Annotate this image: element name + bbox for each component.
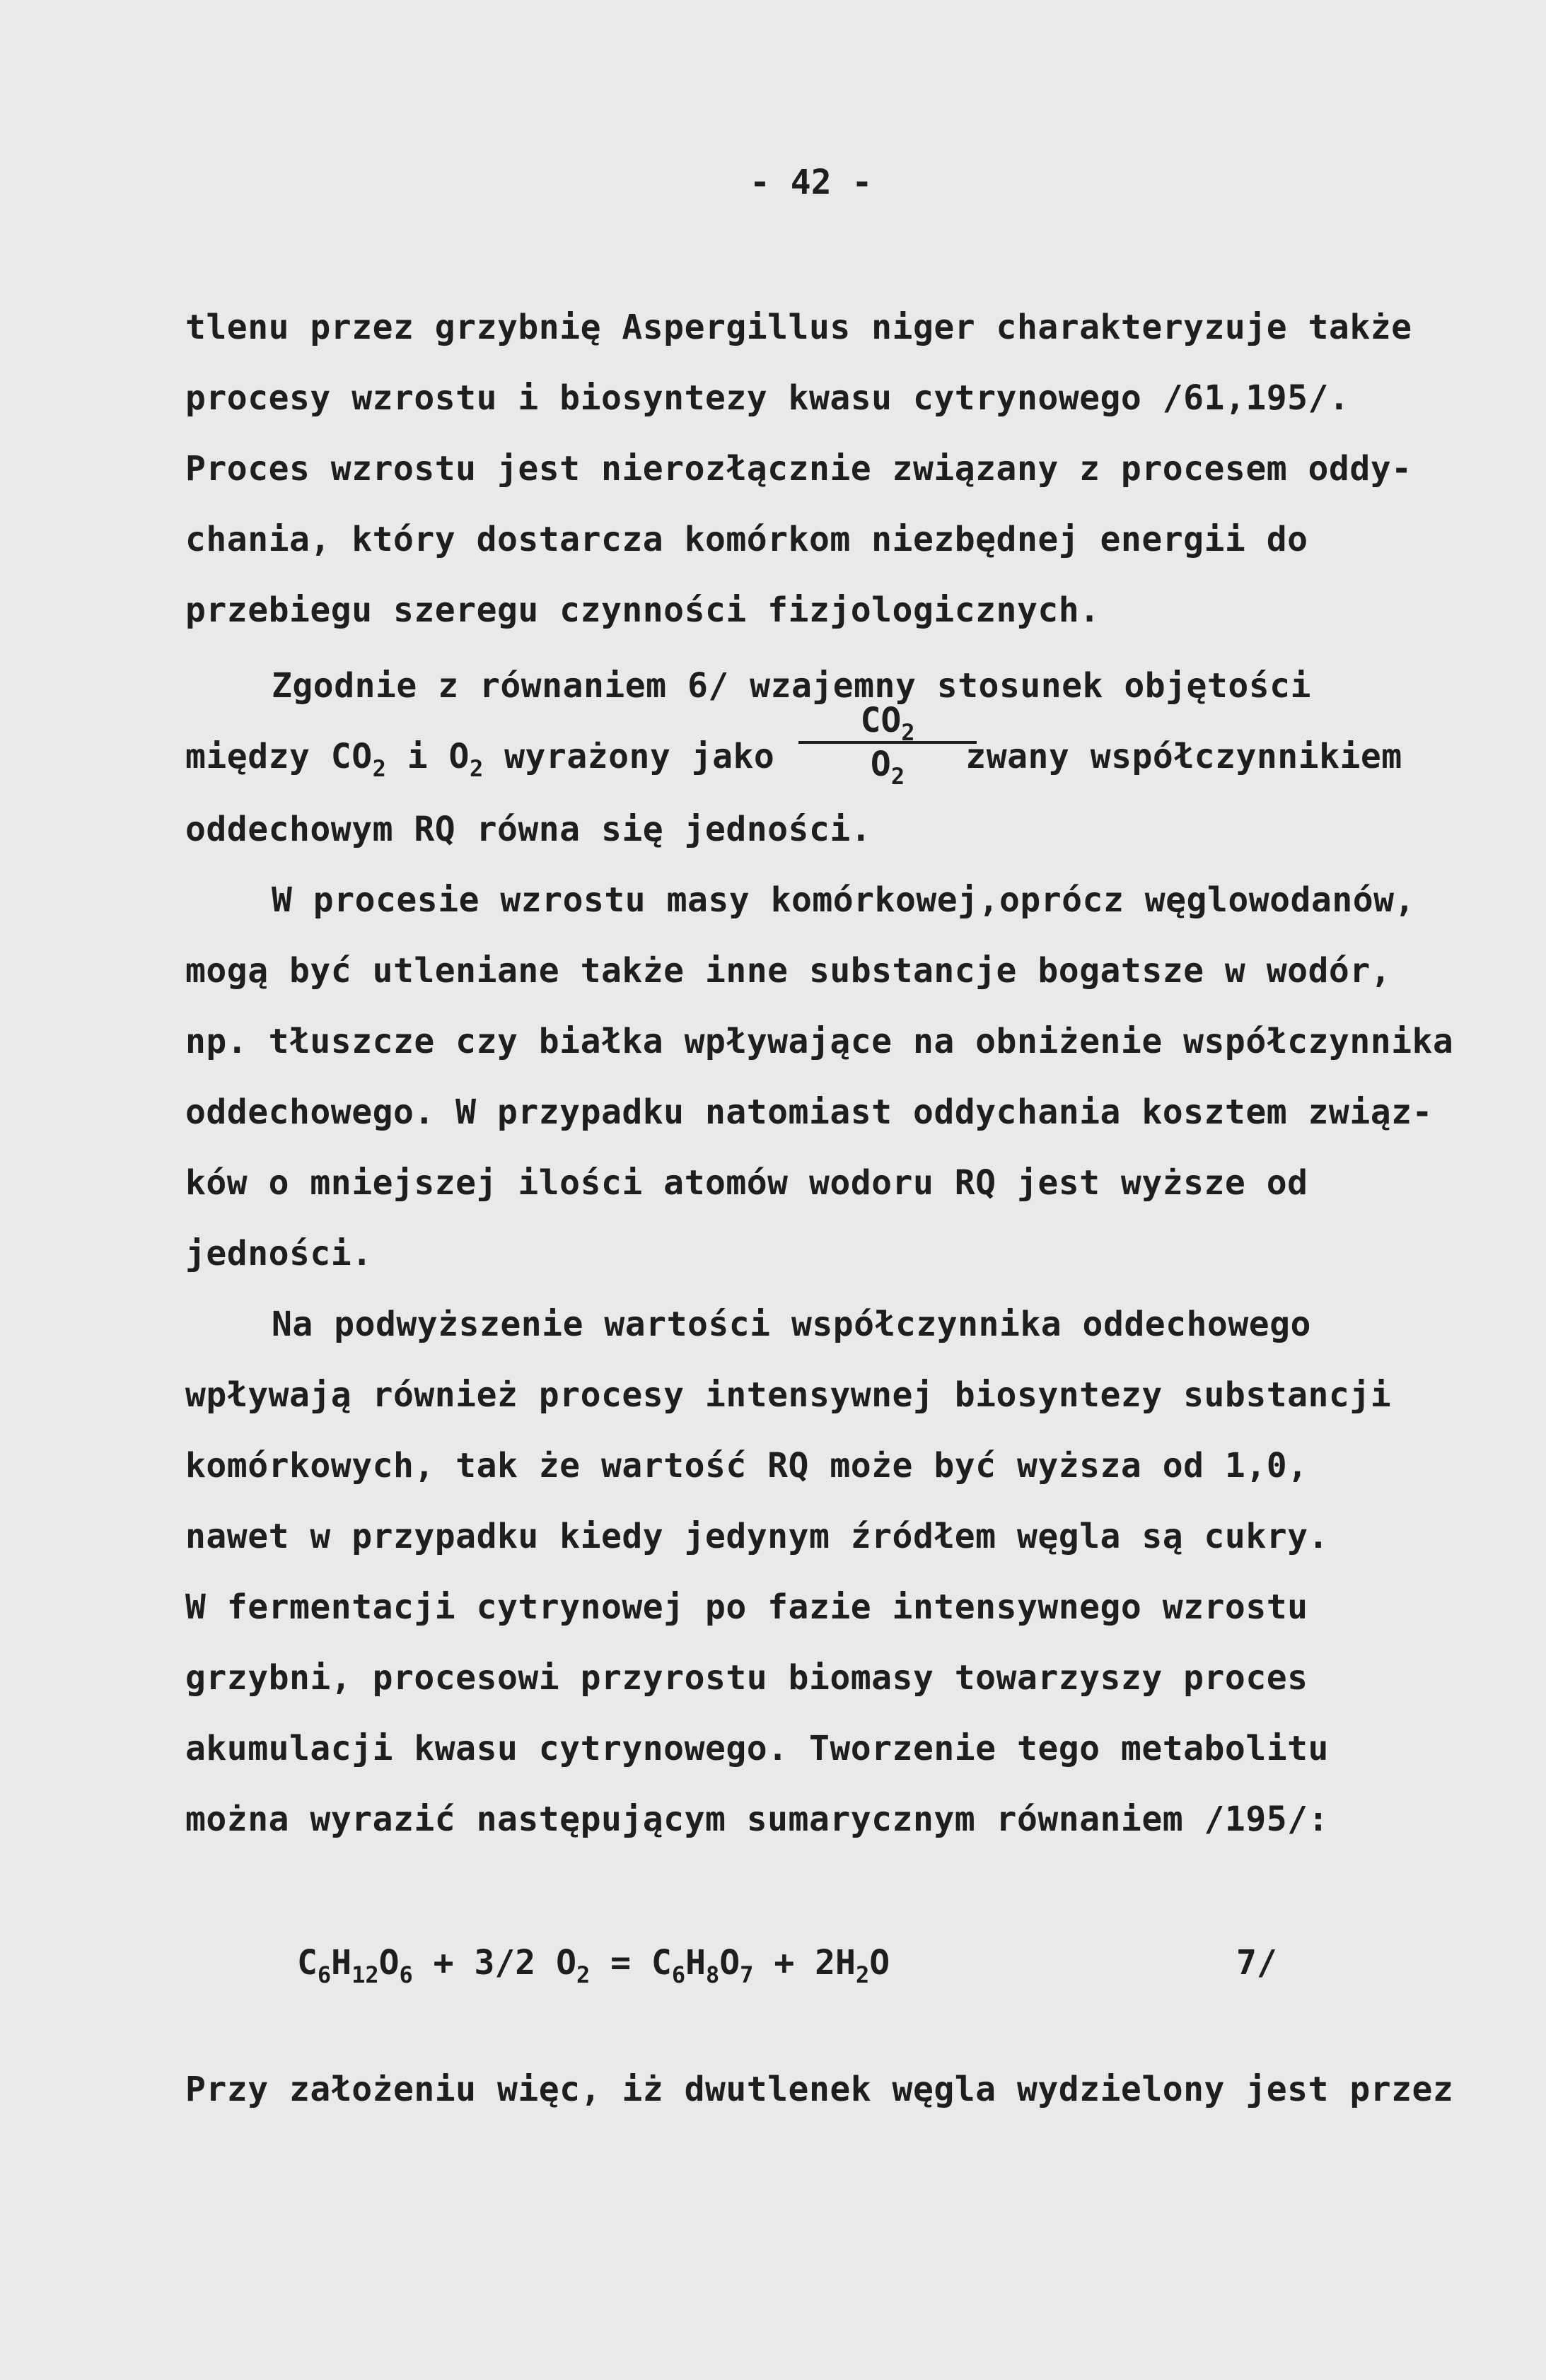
text-line: chania, który dostarcza komórkom niezbędnej energii do [185,520,1308,559]
text-line: np. tłuszcze czy białka wpływające na obniżenie współczynnika [185,1022,1454,1061]
text-line: mogą być utleniane także inne substancje bogatsze w wodór, [185,951,1392,991]
fraction-denominator [796,744,980,790]
text-line: tlenu przez grzybnię Aspergillus niger charakteryzuje także [185,308,1412,347]
text-line: grzybni, procesowi przyrostu biomasy towarzyszy proces [185,1658,1308,1698]
text-line: przebiegu szeregu czynności fizjologicznych. [185,590,1100,630]
text-line: oddechowym RQ równa się jedności. [185,810,872,849]
paragraph-start-line: Zgodnie z równaniem 6/ wzajemny stosunek objętości [272,666,1311,706]
text-line: wpływają również procesy intensywnej biosyntezy substancji [185,1375,1392,1415]
subscript: 2 [890,763,905,790]
fraction-text-before: między CO [185,737,373,776]
page-number: - 42 - [750,163,873,202]
paragraph-start-line: Na podwyższenie wartości współczynnika oddechowego [272,1305,1311,1344]
subscript: 2 [469,755,484,782]
text-line: Proces wzrostu jest nierozłącznie związany z procesem oddy- [185,449,1412,489]
text-line: procesy wzrostu i biosyntezy kwasu cytrynowego /61,195/. [185,378,1350,418]
denominator-text: O [870,745,891,784]
text-line: oddechowego. W przypadku natomiast oddychania kosztem związ- [185,1092,1433,1132]
equation-number: 7/ [1236,1943,1277,1983]
text-line: komórkowych, tak że wartość RQ może być wyższa od 1,0, [185,1446,1308,1486]
chemical-equation: $C_6H_{12}O_6 + 3/2$ $O_2 = C_6H_8O_7 + 2H_2O$ [297,1943,890,1988]
text-line-last: Przy założeniu więc, iż dwutlenek węgla wydzielony jest przez [185,2070,1454,2109]
subscript: 2 [372,755,387,782]
subscript: 2 [901,719,915,746]
text-line: nawet w przypadku kiedy jedynym źródłem węgla są cukry. [185,1517,1329,1556]
text-line: jedności. [185,1234,373,1273]
co2-o2-fraction [796,700,980,790]
fraction-text-line [185,735,1402,782]
text-line: W fermentacji cytrynowej po fazie intensywnego wzrostu [185,1587,1308,1627]
text-line: akumulacji kwasu cytrynowego. Tworzenie tego metabolitu [185,1729,1329,1768]
fraction-numerator [796,700,980,746]
numerator-text: CO [860,701,902,740]
paragraph-start-line: W procesie wzrostu masy komórkowej,oprócz węglowodanów, [272,880,1415,920]
text-line: ków o mniejszej ilości atomów wodoru RQ jest wyższe od [185,1163,1308,1203]
fraction-text-mid: i O [386,737,470,776]
fraction-text-tail: zwany współczynnikiem [965,737,1402,776]
text-line: można wyrazić następującym sumarycznym równaniem /195/: [185,1799,1329,1839]
fraction-text-after: wyrażony jako [483,737,775,776]
